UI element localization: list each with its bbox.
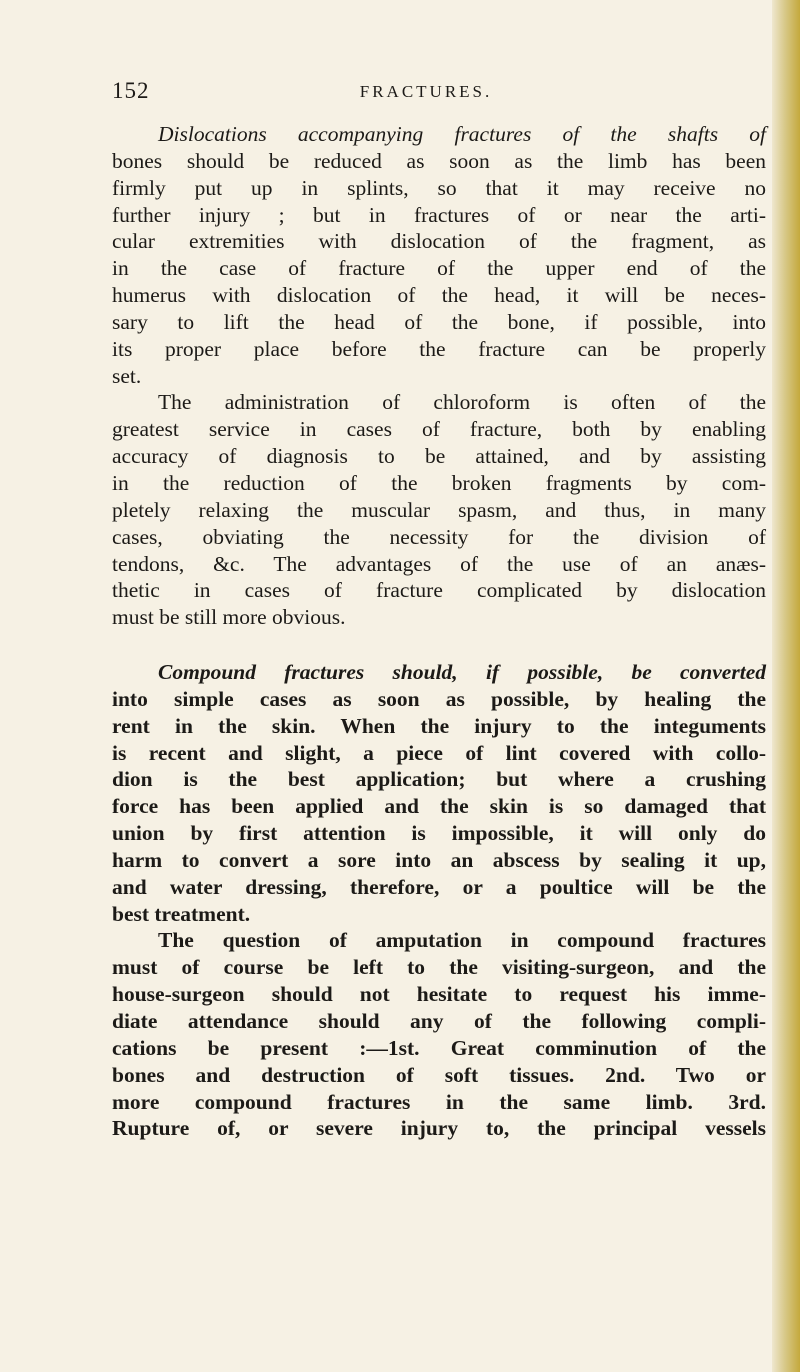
text-line: more compound fractures in the same limb. 3rd.	[112, 1089, 766, 1114]
text-line: Rupture of, or severe injury to, the principal vessels	[112, 1116, 766, 1141]
text-line: cations be present :—1st. Great comminution of the	[112, 1035, 766, 1060]
text-line: pletely relaxing the muscular spasm, and thus, in many	[112, 497, 766, 522]
text-line: bones should be reduced as soon as the limb has been	[112, 148, 766, 173]
text-line: The administration of chloroform is often of the	[158, 390, 766, 415]
text-line: Compound fractures should, if possible, be converted	[158, 660, 766, 685]
text-line: firmly put up in splints, so that it may receive no	[112, 175, 766, 200]
text-line: bones and destruction of soft tissues. 2nd. Two or	[112, 1062, 766, 1087]
body-text	[112, 121, 766, 1142]
paragraph-gap	[112, 631, 766, 659]
text-line: cular extremities with dislocation of the fragment, as	[112, 229, 766, 254]
page-header	[112, 78, 740, 108]
text-line: is recent and slight, a piece of lint covered with collo-	[112, 740, 766, 765]
text-line: set.	[112, 363, 142, 388]
text-line: union by first attention is impossible, it will only do	[112, 821, 766, 846]
text-line: rent in the skin. When the injury to the integuments	[112, 713, 766, 738]
text-line: house-surgeon should not hesitate to request his imme-	[112, 982, 766, 1007]
text-line: best treatment.	[112, 901, 251, 926]
text-line: diate attendance should any of the following compli-	[112, 1009, 766, 1033]
text-line: greatest service in cases of fracture, both by enabling	[112, 417, 766, 442]
text-line: Dislocations accompanying fractures of the shafts of	[158, 122, 766, 146]
text-line: cases, obviating the necessity for the division of	[112, 524, 766, 549]
text-line: accuracy of diagnosis to be attained, and by assisting	[112, 444, 766, 469]
text-line: must be still more obvious.	[112, 605, 346, 630]
text-line: force has been applied and the skin is so damaged that	[112, 794, 766, 819]
text-line: dion is the best application; but where a crushing	[112, 767, 766, 792]
text-line: its proper place before the fracture can be properly	[112, 336, 766, 361]
text-line: tendons, &c. The advantages of the use of an anæs-	[112, 551, 766, 576]
text-line: humerus with dislocation of the head, it will be neces-	[112, 283, 766, 308]
text-line: in the case of fracture of the upper end of the	[112, 256, 766, 281]
text-line: harm to convert a sore into an abscess by sealing it up,	[112, 847, 766, 872]
text-line: further injury ; but in fractures of or near the arti-	[112, 202, 766, 227]
text-line: thetic in cases of fracture complicated by dislocation	[112, 578, 766, 603]
page-edge-shadow	[772, 0, 800, 1372]
text-line: into simple cases as soon as possible, by healing the	[112, 686, 766, 711]
text-line: The question of amputation in compound fractures	[158, 928, 766, 953]
text-line: must of course be left to the visiting-surgeon, and the	[112, 955, 766, 980]
text-line: sary to lift the head of the bone, if possible, into	[112, 309, 766, 334]
page-number: 152	[112, 78, 150, 103]
running-head: FRACTURES.	[359, 82, 493, 101]
text-line: in the reduction of the broken fragments by com-	[112, 470, 766, 495]
text-line: and water dressing, therefore, or a poultice will be the	[112, 874, 766, 899]
